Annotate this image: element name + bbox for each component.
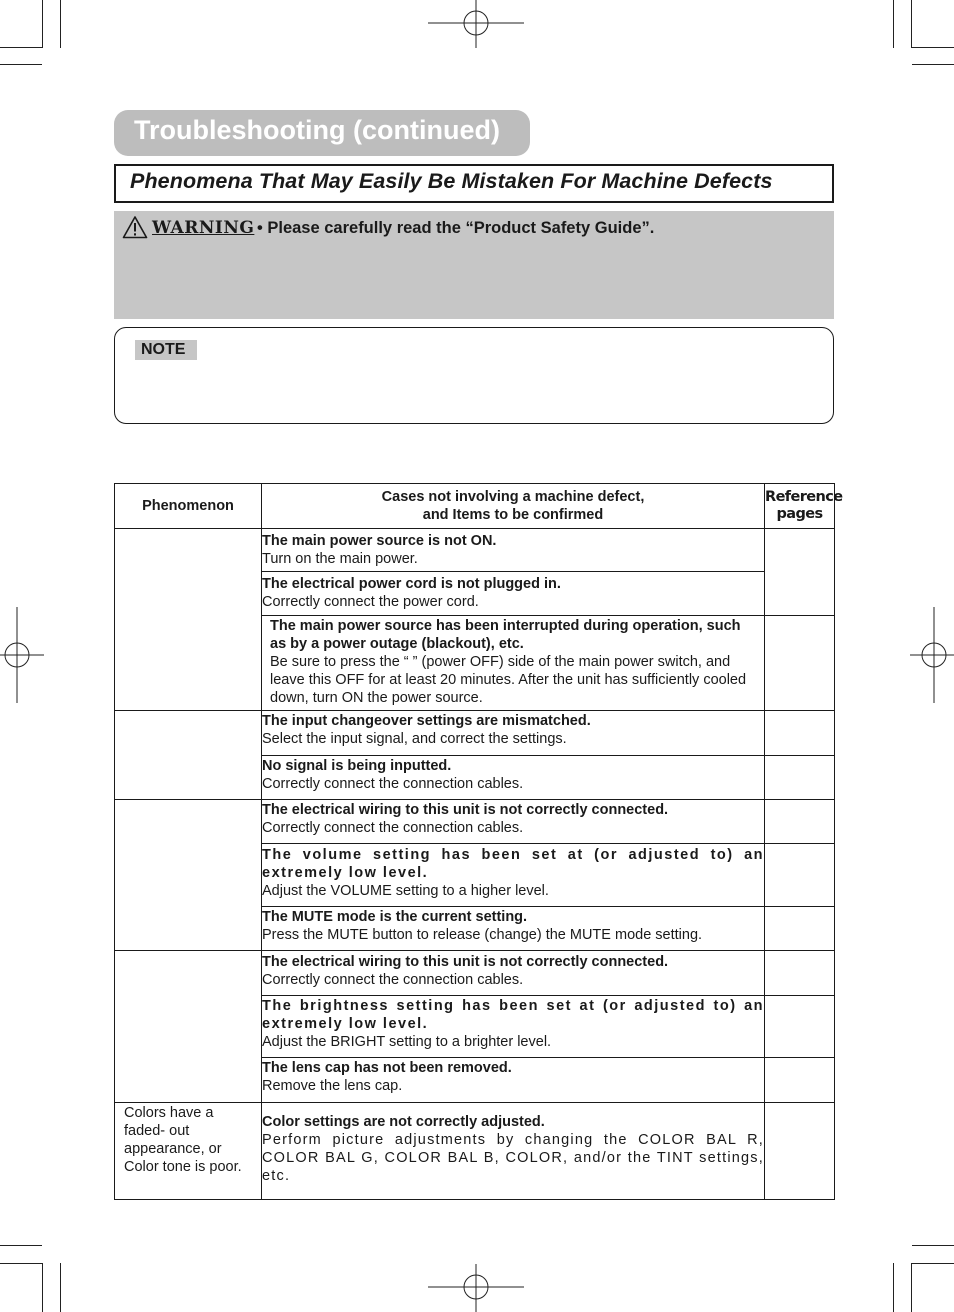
reference-cell — [765, 529, 835, 616]
page-title-banner — [114, 110, 530, 156]
crop-mark — [911, 1263, 912, 1312]
header-cases-line1: Cases not involving a machine defect, — [381, 489, 645, 505]
reference-cell — [765, 1103, 835, 1200]
case-remedy: Press the MUTE button to release (change) the MUTE mode setting. — [262, 927, 703, 943]
registration-mark-bottom — [428, 1264, 524, 1312]
reference-cell — [765, 1058, 835, 1103]
phenomenon-cell — [115, 800, 262, 951]
case-cell — [262, 800, 765, 844]
reference-cell — [765, 844, 835, 907]
case-cell — [262, 1103, 765, 1200]
reference-cell — [765, 996, 835, 1058]
crop-mark — [893, 0, 894, 48]
case-title: The main power source has been interrupted during operation, such as by a power outage (blackout), etc. — [270, 618, 741, 652]
table-row — [115, 800, 835, 844]
crop-mark — [893, 1263, 894, 1312]
table-row — [115, 711, 835, 756]
header-reference-line2: pages — [776, 506, 823, 522]
case-cell — [262, 844, 765, 907]
crop-mark — [912, 1245, 954, 1246]
troubleshooting-table — [114, 483, 843, 1200]
registration-mark-left — [0, 607, 44, 703]
case-title: Color settings are not correctly adjusted. — [262, 1114, 545, 1130]
warning-box — [114, 211, 834, 319]
crop-mark — [911, 0, 912, 48]
header-reference — [765, 484, 843, 529]
case-cell — [262, 907, 765, 951]
case-title: The brightness setting has been set at (or adjusted to) an extremely low level. — [262, 998, 764, 1032]
reference-cell — [765, 800, 835, 844]
case-remedy: Remove the lens cap. — [262, 1078, 403, 1094]
warning-triangle-icon — [122, 215, 148, 239]
case-cell — [262, 616, 765, 711]
table-row — [115, 951, 835, 996]
reference-cell — [765, 951, 835, 996]
warning-label: WARNING — [152, 218, 255, 238]
case-cell — [262, 951, 765, 996]
reference-cell — [765, 756, 835, 800]
crop-mark — [912, 64, 954, 65]
header-reference-line1: Reference — [765, 489, 843, 505]
case-title: The main power source is not ON. — [262, 533, 497, 549]
case-cell — [262, 711, 765, 756]
phenomenon-cell: Colors have a faded- out appearance, or Color tone is poor. — [115, 1103, 262, 1200]
phenomenon-cell — [115, 711, 262, 800]
registration-mark-top — [428, 0, 524, 48]
crop-mark — [0, 64, 42, 65]
case-title: The electrical wiring to this unit is not correctly connected. — [262, 802, 669, 818]
crop-mark — [912, 1263, 954, 1264]
case-title: The volume setting has been set at (or adjusted to) an extremely low level. — [262, 847, 764, 881]
header-phenomenon: Phenomenon — [115, 484, 262, 529]
crop-mark — [0, 1245, 42, 1246]
page-title: Troubleshooting (continued) — [134, 115, 500, 145]
case-title: The lens cap has not been removed. — [262, 1060, 512, 1076]
case-remedy: Be sure to press the “ ” (power OFF) side of the main power switch, and leave this OFF for at least 20 minutes. After the unit has sufficiently cooled down, turn ON the power source. — [270, 654, 747, 706]
case-title: No signal is being inputted. — [262, 758, 452, 774]
crop-mark — [912, 47, 954, 48]
header-cases — [262, 484, 765, 529]
case-title: The MUTE mode is the current setting. — [262, 909, 528, 925]
crop-mark — [42, 1263, 43, 1312]
section-heading: Phenomena That May Easily Be Mistaken For Machine Defects — [130, 169, 773, 193]
registration-mark-right — [910, 607, 954, 703]
header-cases-line2: and Items to be confirmed — [422, 507, 604, 523]
crop-mark — [0, 47, 42, 48]
table-row — [115, 529, 835, 572]
case-remedy: Adjust the BRIGHT setting to a brighter level. — [262, 1034, 552, 1050]
case-remedy: Correctly connect the power cord. — [262, 594, 479, 610]
case-cell — [262, 756, 765, 800]
warning-text: • Please carefully read the “Product Safety Guide”. — [257, 219, 655, 237]
case-remedy: Correctly connect the connection cables. — [262, 820, 524, 836]
crop-mark — [0, 1263, 42, 1264]
table-header-row — [115, 484, 835, 529]
case-title: The electrical power cord is not plugged in. — [262, 576, 561, 592]
case-cell — [262, 529, 765, 572]
note-label: NOTE — [135, 340, 197, 360]
case-cell — [262, 572, 765, 616]
case-remedy: Turn on the main power. — [262, 551, 418, 567]
reference-cell — [765, 711, 835, 756]
case-cell — [262, 1058, 765, 1103]
case-title: The electrical wiring to this unit is not correctly connected. — [262, 954, 669, 970]
reference-cell — [765, 907, 835, 951]
case-remedy: Select the input signal, and correct the settings. — [262, 731, 567, 747]
phenomenon-cell — [115, 951, 262, 1103]
crop-mark — [42, 0, 43, 48]
section-heading-box — [114, 164, 834, 203]
reference-cell — [765, 616, 835, 711]
case-remedy: Adjust the VOLUME setting to a higher level. — [262, 883, 549, 899]
crop-mark — [60, 1263, 61, 1312]
crop-mark — [60, 0, 61, 48]
case-remedy: Correctly connect the connection cables. — [262, 972, 524, 988]
phenomenon-cell — [115, 529, 262, 711]
table-row — [115, 1103, 835, 1200]
case-remedy: Perform picture adjustments by changing the COLOR BAL R, COLOR BAL G, COLOR BAL B, COLOR, and/or the TINT settings, etc. — [262, 1132, 764, 1184]
case-remedy: Correctly connect the connection cables. — [262, 776, 524, 792]
case-title: The input changeover settings are mismatched. — [262, 713, 591, 729]
note-box — [114, 327, 834, 424]
case-cell — [262, 996, 765, 1058]
